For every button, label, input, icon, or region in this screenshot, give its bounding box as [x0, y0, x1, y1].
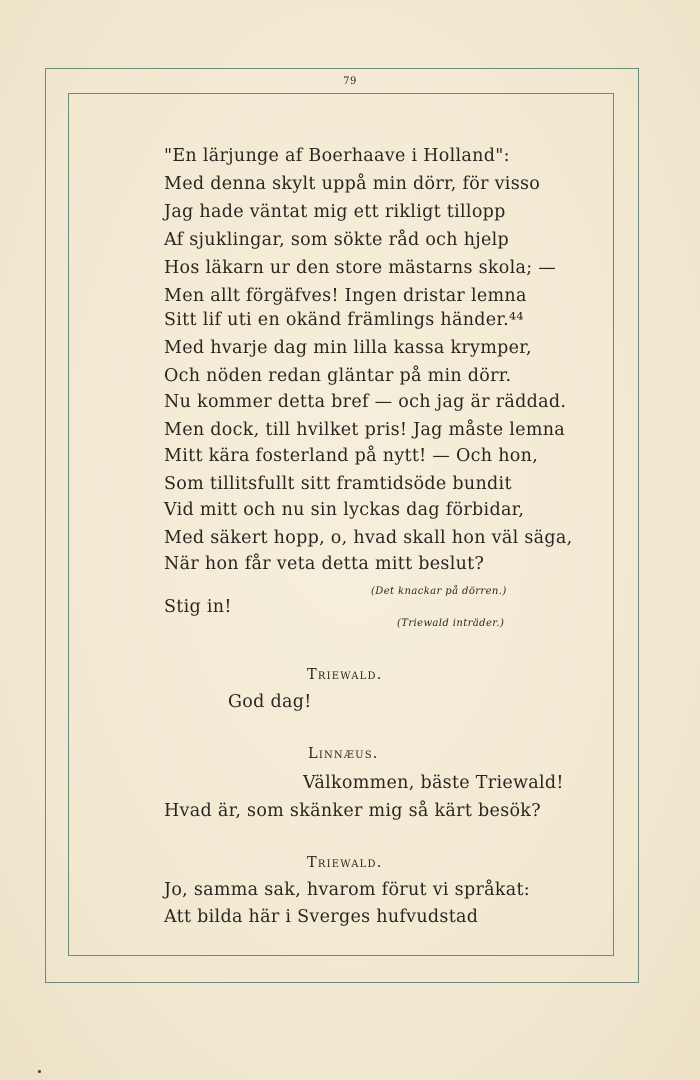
- speaker-name: Triewald.: [307, 667, 383, 683]
- verse-line: Som tillitsfullt sitt framtidsöde bundit: [164, 474, 512, 494]
- paper-speck: [38, 1070, 41, 1073]
- verse-line: Hos läkarn ur den store mästarns skola; —: [164, 258, 557, 278]
- speech-line: Hvad är, som skänker mig så kärt besök?: [164, 801, 541, 821]
- verse-line: Sitt lif uti en okänd främlings händer.⁴⁴: [164, 310, 524, 330]
- speech-line: God dag!: [228, 692, 312, 712]
- verse-line: Nu kommer detta bref — och jag är räddad.: [164, 392, 567, 412]
- verse-line: Af sjuklingar, som sökte råd och hjelp: [164, 230, 510, 250]
- stage-direction-knock: (Det knackar på dörren.): [371, 586, 507, 597]
- verse-line: Men allt förgäfves! Ingen dristar lemna: [164, 286, 527, 306]
- stage-direction-enter: (Triewald inträder.): [397, 618, 505, 629]
- verse-line: Men dock, till hvilket pris! Jag måste lemna: [164, 420, 566, 440]
- verse-line: När hon får veta detta mitt beslut?: [164, 554, 485, 574]
- verse-line: Och nöden redan gläntar på min dörr.: [164, 366, 512, 386]
- verse-line: Med hvarje dag min lilla kassa krymper,: [164, 338, 532, 358]
- page-number: 79: [343, 76, 357, 87]
- verse-line: Vid mitt och nu sin lyckas dag förbidar,: [164, 500, 525, 520]
- speaker-name: Linnæus.: [308, 746, 379, 762]
- verse-line: Jag hade väntat mig ett rikligt tillopp: [164, 202, 506, 222]
- speech-line: Att bilda här i Sverges hufvudstad: [164, 907, 479, 927]
- speech-stig-in: Stig in!: [164, 597, 232, 617]
- verse-line: "En lärjunge af Boerhaave i Holland":: [164, 146, 510, 166]
- inner-border-frame: [68, 93, 614, 956]
- verse-line: Mitt kära fosterland på nytt! — Och hon,: [164, 446, 539, 466]
- speech-line: Välkommen, bäste Triewald!: [303, 773, 564, 793]
- speaker-name: Triewald.: [307, 855, 383, 871]
- verse-line: Med säkert hopp, o, hvad skall hon väl säga,: [164, 528, 573, 548]
- speech-line: Jo, samma sak, hvarom förut vi språkat:: [164, 880, 531, 900]
- verse-line: Med denna skylt uppå min dörr, för visso: [164, 174, 541, 194]
